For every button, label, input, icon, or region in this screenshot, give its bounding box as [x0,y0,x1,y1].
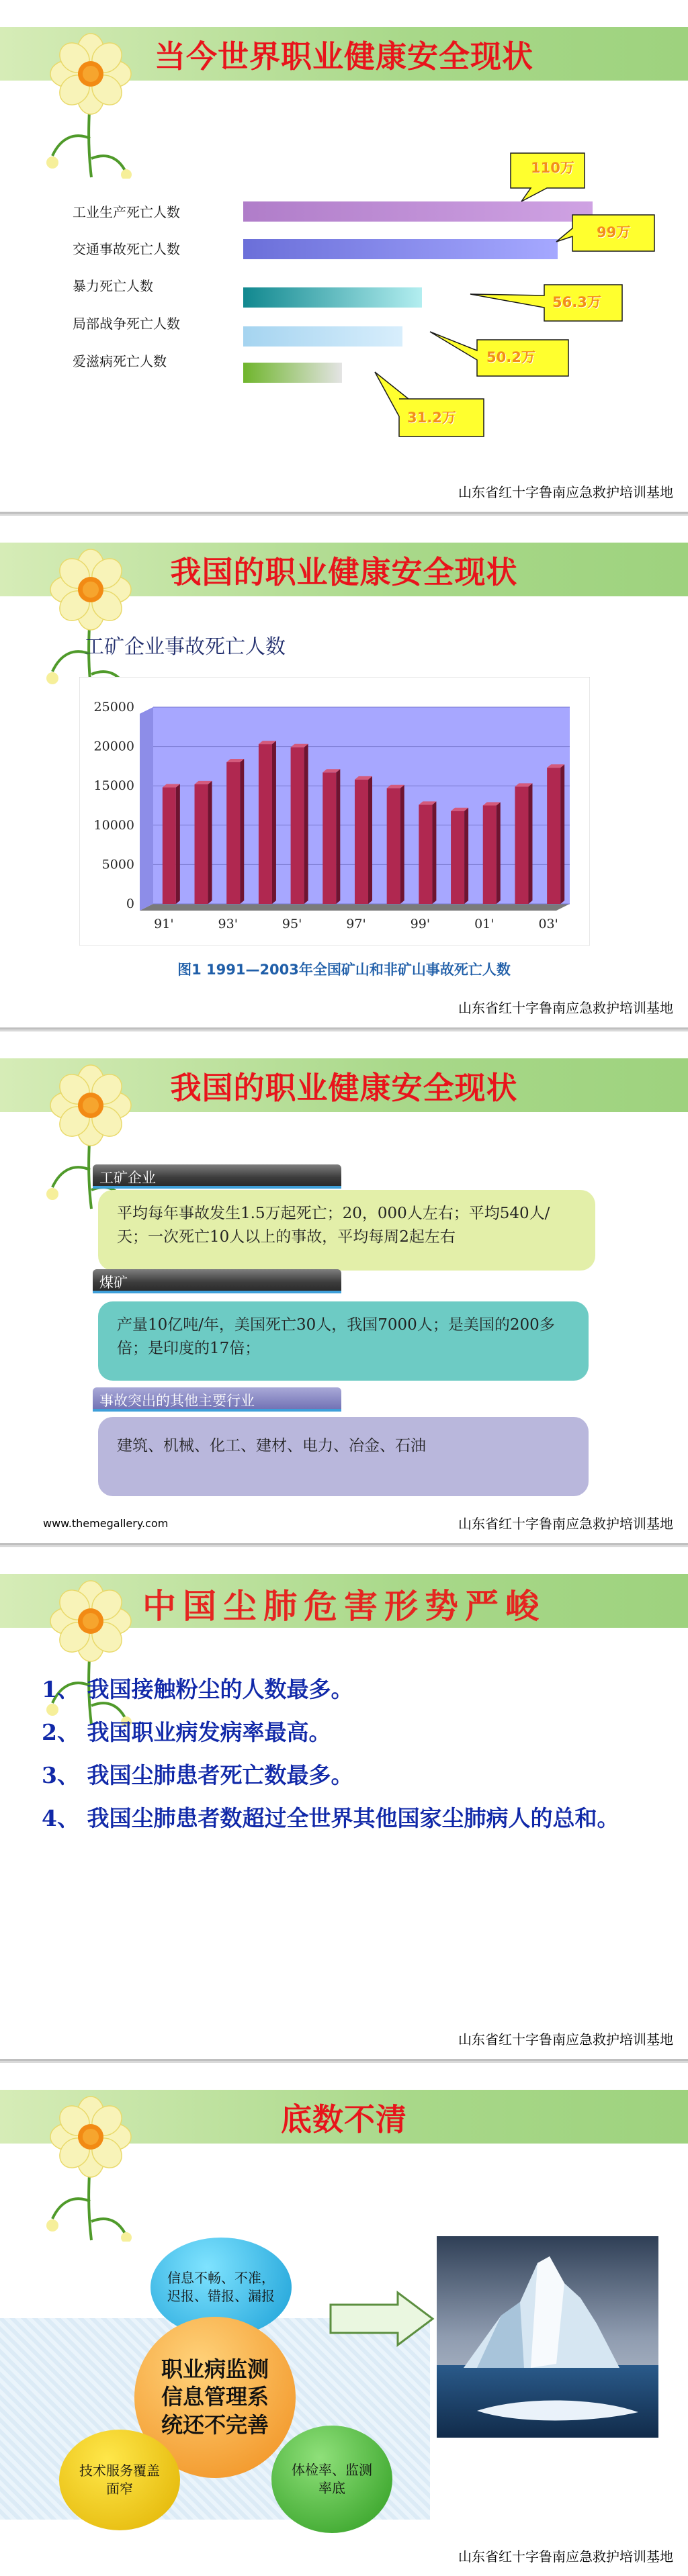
bar-2003 [547,768,560,904]
callout-war: 50.2万 [470,336,571,377]
bar-2000 [451,811,464,904]
slide-title: 当今世界职业健康安全现状 [155,38,533,75]
bar-side-1994 [272,741,276,904]
bar-label-industrial: 工业生产死亡人数 [73,204,180,220]
x-tick-label: 95' [282,917,302,931]
bar-1996 [322,772,336,904]
bar-1993 [226,762,240,904]
circle-center: 职业病监测信息管理系统还不完善 [134,2317,296,2478]
x-tick-label: 93' [218,917,238,931]
bar-1998 [387,788,400,904]
section-tag-industrial: 工矿企业 [93,1164,341,1189]
bar-side-1991 [176,784,180,904]
bar-side-1992 [208,781,212,904]
bar-2002 [515,786,528,904]
bar-label-aids: 爱滋病死亡人数 [73,353,167,369]
plot-floor [140,904,570,911]
bar-1995 [291,747,304,904]
x-tick-label: 91' [154,917,174,931]
bar-label-violence: 暴力死亡人数 [73,278,153,294]
bar-side-1997 [368,776,372,904]
bar-1999 [419,804,432,904]
bar-industrial [243,201,593,222]
callout-traffic: 99万 [570,210,671,251]
list-item: 1、 我国接触粉尘的人数最多。 [42,1676,353,1702]
bar-war [243,326,402,347]
bar-1994 [259,744,272,904]
bar-side-1999 [432,801,436,904]
slide-title: 我国的职业健康安全现状 [170,1070,518,1106]
bar-1992 [195,784,208,904]
slide-pneumoconiosis [0,1547,688,2061]
section-box-other: 建筑、机械、化工、建材、电力、冶金、石油 [98,1417,589,1496]
y-tick-label: 20000 [93,739,134,754]
bar-traffic [243,239,558,259]
callout-violence: 56.3万 [504,281,605,322]
bar-side-1993 [240,759,244,904]
bar-side-2000 [464,808,468,904]
section-tag-other: 事故突出的其他主要行业 [93,1387,341,1412]
y-tick-label: 15000 [93,778,134,794]
y-tick-label: 5000 [101,857,134,872]
x-tick-label: 99' [410,917,431,931]
bar-side-1996 [336,769,340,904]
figure-caption: 图1 1991—2003年全国矿山和非矿山事故死亡人数 [177,962,511,978]
slide-china-status-chart [0,516,688,1029]
bar-side-2001 [497,802,501,905]
slide-title: 中国尘肺危害形势严峻 [142,1586,546,1626]
bar-1997 [355,780,368,904]
bar-label-traffic: 交通事故死亡人数 [73,241,180,257]
footer: 山东省红十字鲁南应急救护培训基地 [458,2031,673,2048]
bar-side-1995 [304,744,308,904]
x-tick-label: 97' [346,917,366,931]
list-item: 2、 我国职业病发病率最高。 [42,1719,331,1745]
y-tick-label: 0 [126,896,134,911]
slide-china-status-details [0,1031,688,1545]
bar-side-1998 [400,785,404,904]
slide-title: 我国的职业健康安全现状 [170,554,518,590]
bar-chart-accidents [79,677,590,946]
slide-world-status [0,0,688,514]
bar-label-war: 局部战争死亡人数 [73,316,180,332]
iceberg-image [437,2236,658,2438]
bar-aids [243,363,342,383]
bar-side-2003 [560,764,564,904]
callout-industrial: 110万 [508,149,609,191]
section-box-industrial: 平均每年事故发生1.5万起死亡；20，000人左右；平均540人/天；一次死亡10人以上的事故，平均每周2起左右 [98,1190,595,1271]
footer: 山东省红十字鲁南应急救护培训基地 [458,1516,673,1532]
x-tick-label: 03' [538,917,558,931]
slide-title: 底数不清 [281,2101,407,2137]
section-tag-coal: 煤矿 [93,1269,341,1293]
circle-info: 信息不畅、不准，迟报、错报、漏报 [150,2238,292,2337]
callout-aids: 31.2万 [395,392,496,434]
bar-violence [243,287,422,308]
chart-title: 工矿企业事故死亡人数 [84,635,286,659]
section-box-coal: 产量10亿吨/年，美国死亡30人，我国7000人；是美国的200多倍；是印度的17倍； [98,1301,589,1381]
arrow-right-icon [328,2290,435,2348]
x-tick-label: 01' [474,917,494,931]
footer: 山东省红十字鲁南应急救护培训基地 [458,2548,673,2565]
bar-2001 [483,806,497,905]
circle-tech: 技术服务覆盖面窄 [59,2430,180,2530]
slide-unclear-baseline [0,2063,688,2576]
website-link[interactable]: www.themegallery.com [43,1517,169,1530]
circle-exam: 体检率、监测率底 [271,2426,392,2533]
bar-1991 [163,788,176,904]
footer: 山东省红十字鲁南应急救护培训基地 [458,1000,673,1016]
list-item: 3、 我国尘肺患者死亡数最多。 [42,1762,353,1788]
list-item: 4、 我国尘肺患者数超过全世界其他国家尘肺病人的总和。 [42,1805,619,1831]
bar-side-2002 [528,783,532,904]
y-tick-label: 10000 [93,817,134,833]
y-tick-label: 25000 [93,700,134,715]
footer: 山东省红十字鲁南应急救护培训基地 [458,484,673,500]
plot-side-wall [140,707,153,911]
